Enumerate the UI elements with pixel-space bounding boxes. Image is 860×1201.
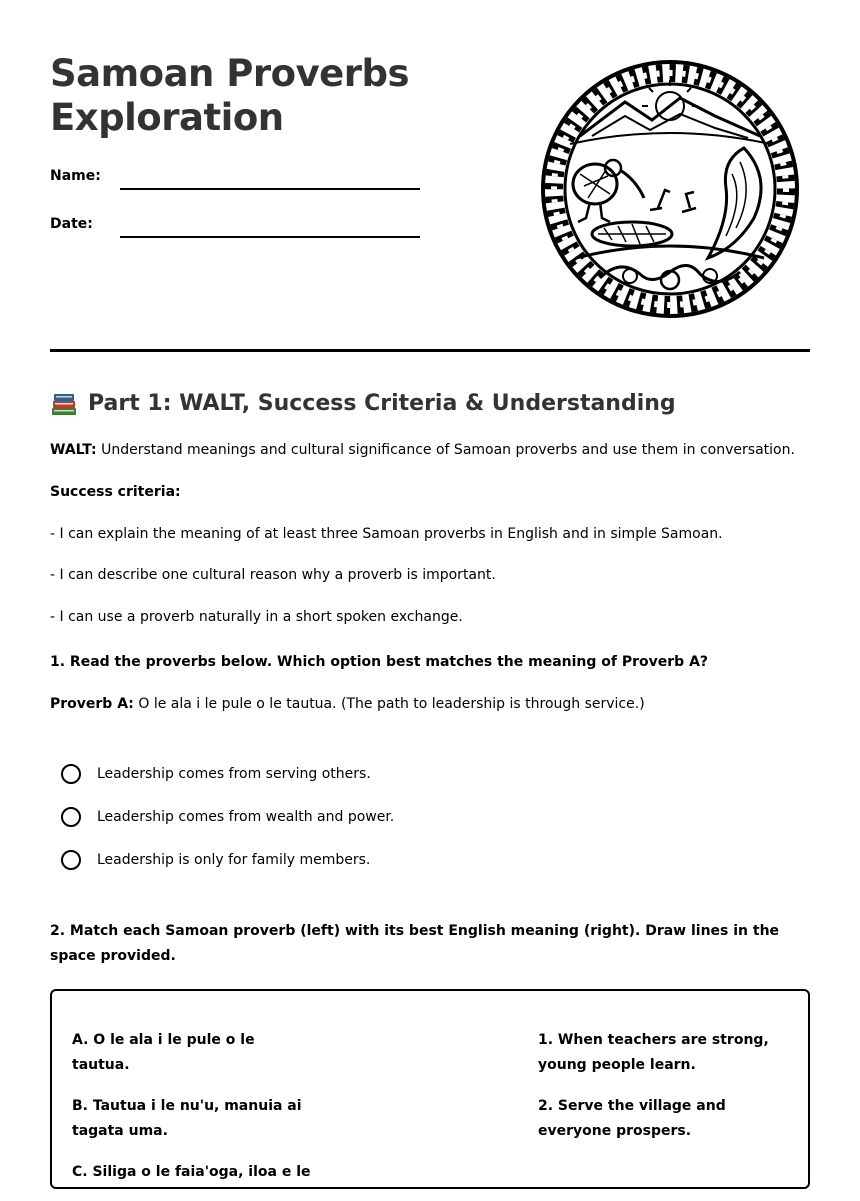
option-2-label: Leadership comes from wealth and power.: [97, 809, 395, 825]
proverbs-column: [72, 1028, 312, 1201]
date-field-row: [50, 212, 420, 234]
part1-title-text: Part 1: WALT, Success Criteria & Understanding: [88, 391, 676, 416]
header-divider: [50, 349, 810, 352]
criteria-item: - I can use a proverb naturally in a short spoken exchange.: [50, 609, 463, 625]
proverb-a: [50, 694, 645, 714]
part1-heading: [50, 386, 810, 422]
worksheet-header: [50, 52, 810, 324]
walt-label: WALT:: [50, 442, 97, 458]
option-1-radio[interactable]: [61, 764, 81, 784]
option-3-label: Leadership is only for family members.: [97, 852, 371, 868]
matching-box[interactable]: [50, 989, 810, 1189]
option-3-radio[interactable]: [61, 850, 81, 870]
polynesian-bird-emblem-icon: [540, 58, 800, 320]
option-2[interactable]: [60, 805, 394, 829]
criteria-item: - I can describe one cultural reason why a proverb is important.: [50, 567, 496, 583]
name-line-field[interactable]: [120, 164, 420, 190]
date-line-field[interactable]: [120, 212, 420, 238]
option-1[interactable]: [60, 762, 394, 786]
walt-text: Understand meanings and cultural significance of Samoan proverbs and use them in conversation.: [96, 442, 795, 458]
name-label: Name:: [50, 168, 101, 184]
match-left-item: B. Tautua i le nu'u, manuia ai tagata uma.: [72, 1098, 302, 1139]
question-1: 1. Read the proverbs below. Which option best matches the meaning of Proverb A?: [50, 654, 709, 670]
question-2: 2. Match each Samoan proverb (left) with its best English meaning (right). Draw lines in the space provided.: [50, 923, 780, 964]
success-criteria-label: Success criteria:: [50, 484, 181, 500]
walt-statement: [50, 440, 795, 460]
match-right-item: 1. When teachers are strong, young people learn.: [538, 1032, 769, 1073]
option-1-label: Leadership comes from serving others.: [97, 766, 371, 782]
criteria-item: - I can explain the meaning of at least three Samoan proverbs in English and in simple Samoan.: [50, 526, 723, 542]
option-3[interactable]: [60, 848, 394, 872]
match-right-item: 2. Serve the village and everyone prospers.: [538, 1098, 726, 1139]
meanings-column: [538, 1028, 778, 1160]
proverb-a-label: Proverb A:: [50, 696, 134, 712]
part1-section: [50, 386, 810, 964]
question-1-options: [60, 762, 394, 891]
books-icon: [50, 391, 78, 417]
date-label: Date:: [50, 216, 93, 232]
proverb-a-text: O le ala i le pule o le tautua. (The path to leadership is through service.): [133, 696, 645, 712]
page-title: Samoan Proverbs Exploration: [50, 52, 410, 139]
option-2-radio[interactable]: [61, 807, 81, 827]
name-field-row: [50, 164, 420, 186]
match-left-item: C. Siliga o le faia'oga, iloa e le: [72, 1164, 311, 1180]
match-left-item: A. O le ala i le pule o le tautua.: [72, 1032, 255, 1073]
